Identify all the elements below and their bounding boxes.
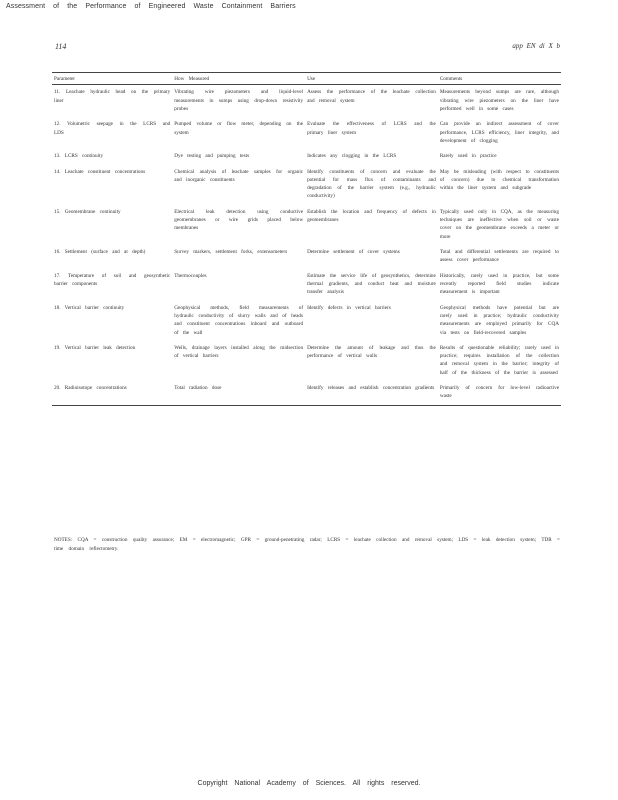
header-use: Use (305, 73, 438, 85)
running-head: Assessment of the Performance of Engineered Waste Containment Barriers (6, 3, 296, 10)
table-row (52, 301, 561, 341)
cell-parameter: 20. Radioisotope concentrations (52, 381, 172, 405)
cell-parameter: 15. Geomembrane continuity (54, 208, 121, 215)
cell-how-measured: Wells, drainage layers installed along the midsection of vertical barriers (174, 344, 304, 360)
cell-use: Assess the performance of the leachate collection and removal system (307, 89, 436, 104)
cell-parameter: 16. Settlement (surface and at depth) (54, 249, 146, 255)
table-row (52, 381, 561, 405)
cell-how-measured: Survey markers, settlement forks, extensometers (174, 249, 288, 255)
app-code: app EN di X b (512, 42, 560, 50)
page-number: 114 (55, 42, 67, 51)
cell-comments: Results of questionable reliability; rarely used in practice; requires installation of the collection and removal system in the barrier; integrity of half of the thickness of the barrier is assessed (439, 344, 559, 376)
table-row (52, 149, 561, 164)
table-row (52, 205, 561, 245)
cell-how-measured: Chemical analysis of leachate samples for organic and inorganic constituents (174, 168, 304, 183)
cell-how-measured: Pumped volume or flow meter, depending on the system (174, 121, 304, 136)
cell-parameter: 12. Volumetric seepage in the LCRS and LDS (54, 121, 171, 136)
cell-use: Determine the amount of leakage and thus the performance of vertical walls (307, 344, 436, 360)
cell-how-measured: Electrical leak detection using conductive geomembranes or wire grids placed below membranes (174, 208, 304, 232)
header-parameter: Parameter (52, 73, 172, 85)
cell-how-measured: Geophysical methods, field measurements of hydraulic conductivity of slurry walls and of heads and constituent concentrations inboard and outboard of the wall (174, 304, 304, 336)
table-header-row (52, 73, 561, 85)
cell-use: Identify constituents of concern and evaluate the potential for mass flux of contaminants and degradation of the barrier system (e.g., hydraulic conductivity) (307, 168, 436, 200)
cell-parameter: 18. Vertical barrier continuity (54, 304, 125, 311)
cell-use: Identify releases and establish concentration gradients (305, 381, 438, 405)
cell-comments: Primarily of concern for low-level radioactive waste (438, 381, 561, 405)
table-notes: NOTES: CQA = construction quality assurance; EM = electromagnetic; GPR = ground-penetrating radar; LCRS = leachate collection and removal system; LDS = leak detection system; TDR = time domain reflectometry. (54, 537, 560, 552)
cell-parameter: 19. Vertical barrier leak detection (54, 344, 136, 351)
cell-parameter: 13. LCRS continuity (54, 153, 104, 160)
cell-how-measured: Dye testing and pumping tests (174, 153, 250, 160)
header-how-measured: How Measured (172, 73, 305, 85)
cell-parameter: 11. Leachate hydraulic head on the primary liner (54, 89, 171, 104)
cell-use: Indicates any clogging in the LCRS (307, 153, 397, 160)
cell-how-measured: Total radiation dose (172, 381, 305, 405)
cell-comments: Historically, rarely used in practice, but some recently reported field studies indicate measurement is important (439, 272, 559, 296)
cell-parameter: 17. Temperature of soil and geosynthetic barrier components (54, 272, 171, 287)
cell-comments: May be misleading (with respect to constituents of concern) due to chemical transformation within the liner system and subgrade (439, 168, 559, 192)
cell-use: Estimate the service life of geosynthetics, determine thermal gradients, and conduct heat and moisture transfer analysis (307, 272, 436, 296)
monitoring-parameters-table (52, 72, 561, 406)
cell-comments: Rarely used in practice (439, 153, 497, 160)
cell-how-measured: Vibrating wire piezometers and liquid-level measurements in sumps using drop-down resistivity probes (174, 89, 304, 112)
copyright-footer: Copyright National Academy of Sciences. All rights reserved. (197, 780, 421, 787)
cell-how-measured: Thermocouples (174, 272, 207, 279)
cell-use: Evaluate the effectiveness of LCRS and the primary liner system (307, 121, 436, 136)
cell-comments: Can provide an indirect assessment of cover performance, LCRS efficiency, liner integrity, and development of clogging (439, 121, 559, 144)
cell-use: Identify defects in vertical barriers (307, 304, 391, 311)
table-row (52, 341, 561, 381)
cell-comments: Typically used only in CQA, as the measuring techniques are ineffective when soil or waste cover on the geomembrane exceeds a meter or more (439, 208, 559, 240)
table-row (52, 117, 561, 149)
cell-parameter: 14. Leachate constituent concentrations (54, 168, 146, 175)
table-row (52, 245, 561, 269)
header-comments: Comments (438, 73, 561, 85)
cell-comments: Measurements beyond sumps are rare, although vibrating wire piezometers on the liner have performed well in some cases (439, 89, 559, 112)
table-row (52, 85, 561, 117)
cell-use: Determine settlement of cover systems (307, 249, 400, 255)
table-row (52, 165, 561, 205)
cell-comments: Total and differential settlements are required to assess cover performance (439, 249, 559, 264)
cell-comments: Geophysical methods have potential but are rarely used in practice; hydraulic conductivity measurements are employed primarily for CQA via tests on field-recovered samples (439, 304, 559, 336)
table-row (52, 269, 561, 301)
cell-use: Establish the location and frequency of defects in geomembranes (307, 208, 436, 224)
